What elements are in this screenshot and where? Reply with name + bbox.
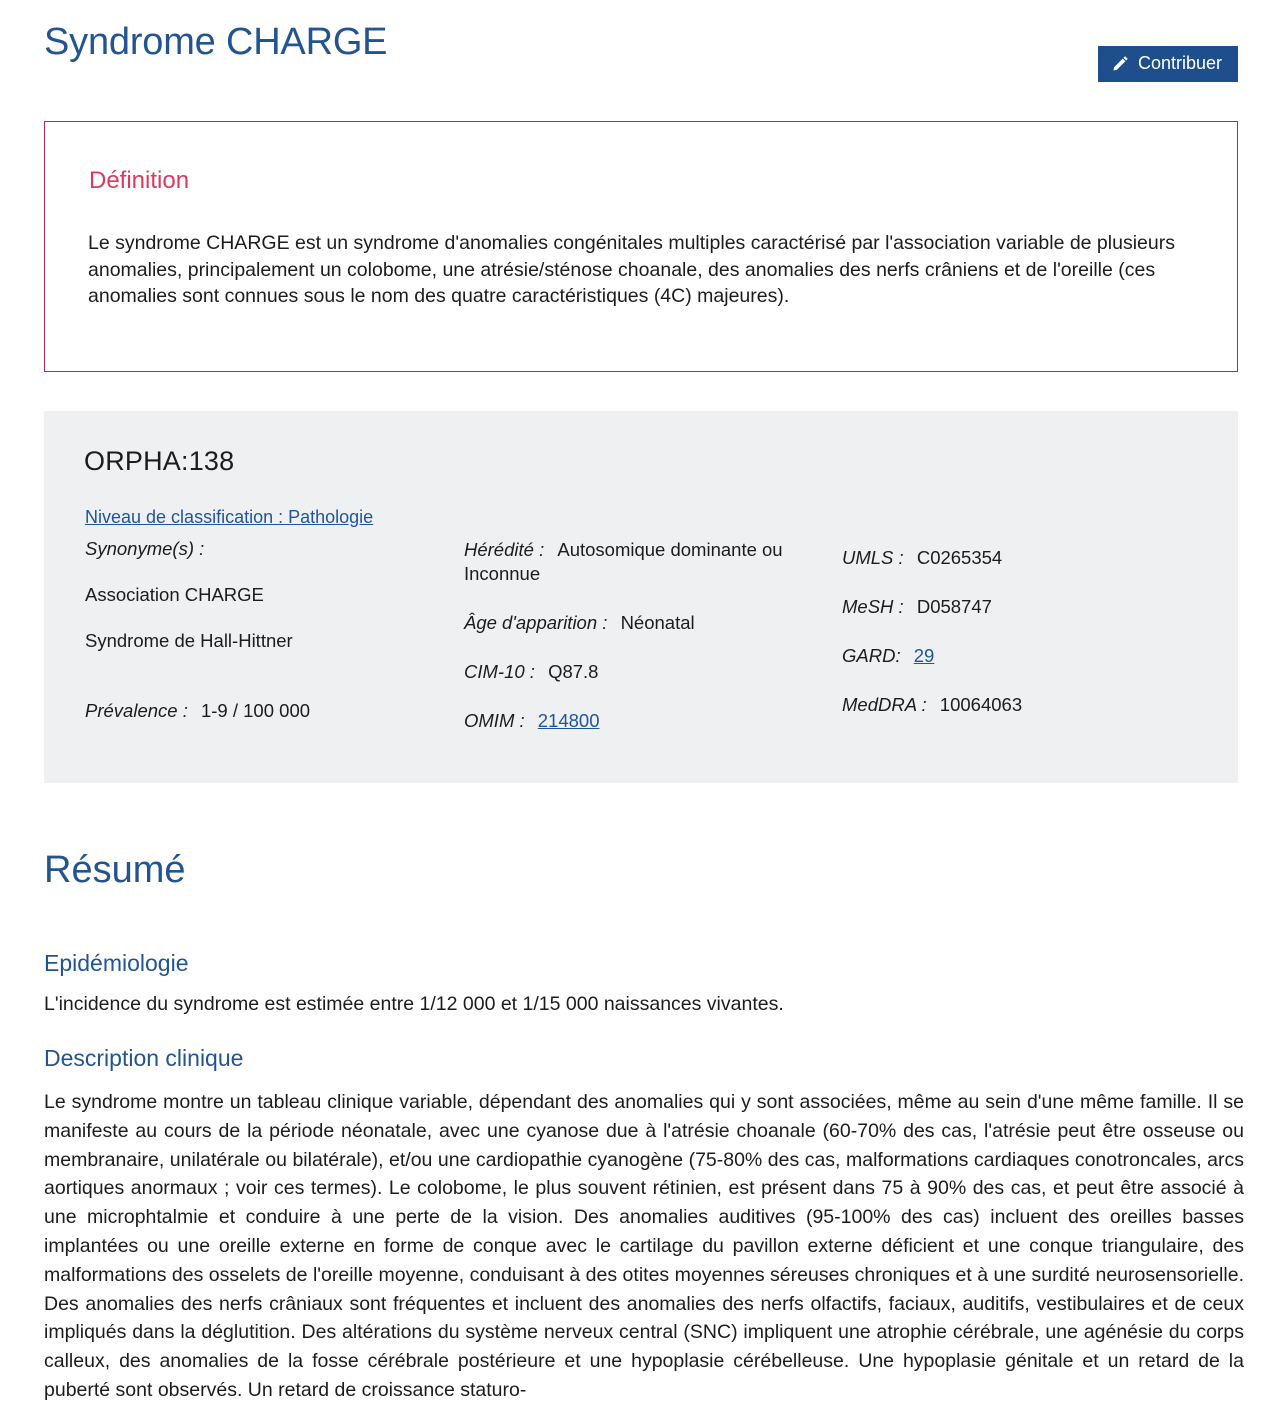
umls-label: UMLS : bbox=[842, 547, 904, 568]
pencil-icon bbox=[1112, 55, 1129, 72]
meddra-value: 10064063 bbox=[939, 694, 1023, 715]
prevalence-label: Prévalence : bbox=[85, 700, 188, 721]
gard-label: GARD: bbox=[842, 645, 901, 666]
heredity-value: Autosomique dominante ou Inconnue bbox=[464, 539, 783, 584]
icd10-value: Q87.8 bbox=[548, 661, 599, 682]
definition-text: Le syndrome CHARGE est un syndrome d'anomalies congénitales multiples caractérisé par l'association variable de plusieurs anomalies, principalement un colobome, une atrésie/sténose choanale, des anomalies des nerfs crâniens et de l'oreille (ces anomalies sont connues sous le nom des quatre caractéristiques (4C) majeures). bbox=[88, 232, 1175, 307]
gard-link[interactable]: 29 bbox=[913, 645, 935, 666]
omim-link[interactable]: 214800 bbox=[537, 710, 600, 731]
heredity-row bbox=[464, 538, 824, 586]
clinical-description-heading: Description clinique bbox=[44, 1045, 244, 1071]
synonym-item: Syndrome de Hall-Hittner bbox=[85, 630, 293, 651]
synonyms-label: Synonyme(s) : bbox=[85, 538, 205, 559]
umls-value: C0265354 bbox=[916, 547, 1003, 568]
omim-label: OMIM : bbox=[464, 710, 525, 731]
umls-row bbox=[842, 546, 1222, 570]
epidemiology-heading: Epidémiologie bbox=[44, 950, 189, 976]
identifiers-panel bbox=[44, 411, 1238, 783]
meddra-label: MedDRA : bbox=[842, 694, 927, 715]
prevalence-value: 1-9 / 100 000 bbox=[200, 700, 311, 721]
age-of-onset-value: Néonatal bbox=[620, 612, 695, 633]
identifiers-column-middle bbox=[464, 538, 824, 758]
page-title: Syndrome CHARGE bbox=[44, 21, 388, 63]
omim-row bbox=[464, 709, 824, 733]
orpha-code: ORPHA:138 bbox=[84, 446, 235, 476]
identifiers-column-left bbox=[85, 537, 455, 723]
prevalence-row bbox=[85, 699, 455, 723]
epidemiology-text: L'incidence du syndrome est estimée entre 1/12 000 et 1/15 000 naissances vivantes. bbox=[44, 993, 784, 1015]
mesh-row bbox=[842, 595, 1222, 619]
synonym-item: Association CHARGE bbox=[85, 584, 264, 605]
heredity-label: Hérédité : bbox=[464, 539, 545, 560]
identifiers-column-right bbox=[842, 546, 1222, 742]
age-of-onset-label: Âge d'apparition : bbox=[464, 612, 608, 633]
mesh-label: MeSH : bbox=[842, 596, 904, 617]
icd10-label: CIM-10 : bbox=[464, 661, 535, 682]
classification-level-link[interactable]: Niveau de classification : Pathologie bbox=[85, 507, 374, 527]
contribute-button[interactable] bbox=[1098, 46, 1238, 82]
page-header bbox=[0, 0, 1278, 100]
contribute-button-label: Contribuer bbox=[1137, 53, 1222, 73]
definition-heading: Définition bbox=[89, 167, 190, 194]
meddra-row bbox=[842, 693, 1222, 717]
gard-row bbox=[842, 644, 1222, 668]
synonyms-label-row bbox=[85, 537, 455, 561]
icd10-row bbox=[464, 660, 824, 684]
age-of-onset-row bbox=[464, 611, 824, 635]
definition-box bbox=[44, 121, 1238, 372]
mesh-value: D058747 bbox=[916, 596, 992, 617]
summary-title: Résumé bbox=[44, 849, 186, 891]
clinical-description-text: Le syndrome montre un tableau clinique variable, dépendant des anomalies qui y sont associées, même au sein d'une même famille. Il se manifeste au cours de la période néonatale, avec une cyanose due à l'atrésie choanale (60-70% des cas, l'atrésie peut être osseuse ou membranaire, unilatérale ou bilatérale), et/ou une cardiopathie cyanogène (75-80% des cas, malformations cardiaques conotroncales, arcs aortiques anormaux ; voir ces termes). Le colobome, le plus souvent rétinien, est présent dans 75 à 90% des cas, et peut être associé à une microphtalmie et conduire à une perte de la vision. Des anomalies auditives (95-100% des cas) incluent des oreilles basses implantées ou une oreille externe en forme de conque avec le cartilage du pavillon externe déficient et une conque triangulaire, des malformations des osselets de l'oreille moyenne, conduisant à des otites moyennes séreuses chroniques et à une surdité neurosensorielle. Des anomalies des nerfs crâniaux sont fréquentes et incluent des anomalies des nerfs olfactifs, faciaux, auditifs, vestibulaires et de ceux impliqués dans la déglutition. Des altérations du système nerveux central (SNC) impliquent une atrophie cérébrale, une agénésie du corps calleux, des anomalies de la fosse cérébrale postérieure et une hypoplasie cérébelleuse. Une hypoplasie génitale et un retard de la puberté sont observés. Un retard de croissance staturo- bbox=[44, 1091, 1244, 1401]
